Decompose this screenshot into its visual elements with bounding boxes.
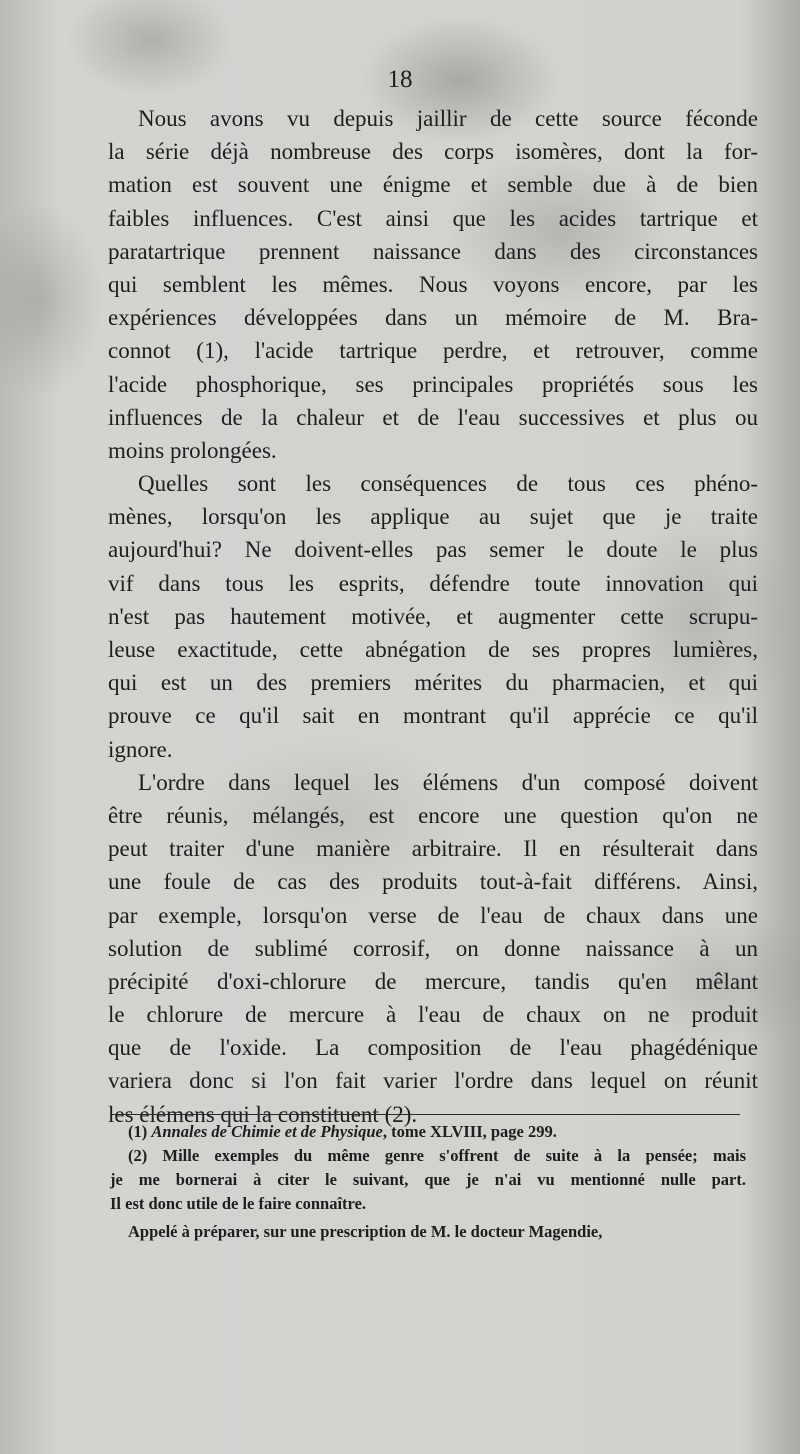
text-line: qui est un des premiers mérites du pharmacien, et qui — [108, 670, 758, 696]
text-line: moins prolongées. — [108, 437, 277, 463]
continuation-line: Appelé à préparer, sur une prescription de M. le docteur Magendie, — [128, 1222, 603, 1241]
text-line: la série déjà nombreuse des corps isomères, dont la for- — [108, 139, 758, 165]
text-line: L'ordre dans lequel les élémens d'un composé doivent — [138, 769, 758, 795]
footnote-2-line: je me bornerai à citer le suivant, que je n'ai vu mentionné nulle part. — [110, 1170, 746, 1189]
text-line: l'acide phosphorique, ses principales propriétés sous les — [108, 371, 758, 397]
paragraph-1 — [108, 102, 758, 467]
text-line: solution de sublimé corrosif, on donne naissance à un — [108, 935, 758, 961]
text-line: prouve ce qu'il sait en montrant qu'il apprécie ce qu'il — [108, 703, 758, 729]
footnote-1-rest: , tome XLVIII, page 299. — [382, 1122, 557, 1141]
text-line: mation est souvent une énigme et semble due à de bien — [108, 172, 758, 198]
text-line: le chlorure de mercure à l'eau de chaux on ne produit — [108, 1002, 758, 1028]
text-line: expériences développées dans un mémoire de M. Bra- — [108, 305, 758, 331]
text-line: mènes, lorsqu'on les applique au sujet que je traite — [108, 504, 758, 530]
paragraph-2 — [108, 467, 758, 766]
text-line: n'est pas hautement motivée, et augmenter cette scrupu- — [108, 603, 758, 629]
page-number: 18 — [387, 66, 413, 93]
footnote-1 — [110, 1120, 746, 1144]
text-line: connot (1), l'acide tartrique perdre, et retrouver, comme — [108, 338, 758, 364]
body-text — [108, 102, 758, 1131]
footnote-1-source: Annales de Chimie et de Physique — [151, 1122, 383, 1141]
text-line: faibles influences. C'est ainsi que les acides tartrique et — [108, 205, 758, 231]
text-line: influences de la chaleur et de l'eau successives et plus ou — [108, 404, 758, 430]
text-line: peut traiter d'une manière arbitraire. Il en résulterait dans — [108, 836, 758, 862]
text-line: leuse exactitude, cette abnégation de ses propres lumières, — [108, 637, 758, 662]
text-line: Quelles sont les conséquences de tous ces phéno- — [138, 471, 758, 497]
text-line: ignore. — [108, 736, 173, 762]
text-line: être réunis, mélangés, est encore une question qu'on ne — [108, 802, 758, 828]
footnote-2-line: Il est donc utile de le faire connaître. — [110, 1194, 367, 1213]
footnote-2-line: (2) Mille exemples du même genre s'offrent de suite à la pensée; mais — [128, 1146, 746, 1165]
text-line: qui semblent les mêmes. Nous voyons encore, par les — [108, 271, 758, 297]
text-line: paratartrique prennent naissance dans des circonstances — [108, 238, 758, 264]
footnote-1-marker: (1) — [128, 1122, 148, 1141]
text-line: les élémens qui la constituent (2). — [108, 1101, 418, 1127]
text-line: variera donc si l'on fait varier l'ordre dans lequel on réunit — [108, 1068, 758, 1094]
text-line: une foule de cas des produits tout-à-fait différens. Ainsi, — [108, 869, 758, 895]
text-line: aujourd'hui? Ne doivent-elles pas semer le doute le plus — [108, 537, 758, 563]
footnotes — [110, 1120, 746, 1244]
text-line: Nous avons vu depuis jaillir de cette source féconde — [138, 106, 758, 131]
text-line: vif dans tous les esprits, défendre toute innovation qui — [108, 570, 758, 596]
text-line: précipité d'oxi-chlorure de mercure, tandis qu'en mêlant — [108, 968, 758, 994]
text-line: par exemple, lorsqu'on verse de l'eau de chaux dans une — [108, 902, 758, 928]
paragraph-3 — [108, 766, 758, 1131]
footnote-divider — [110, 1114, 740, 1115]
text-line: que de l'oxide. La composition de l'eau phagédénique — [108, 1035, 758, 1061]
